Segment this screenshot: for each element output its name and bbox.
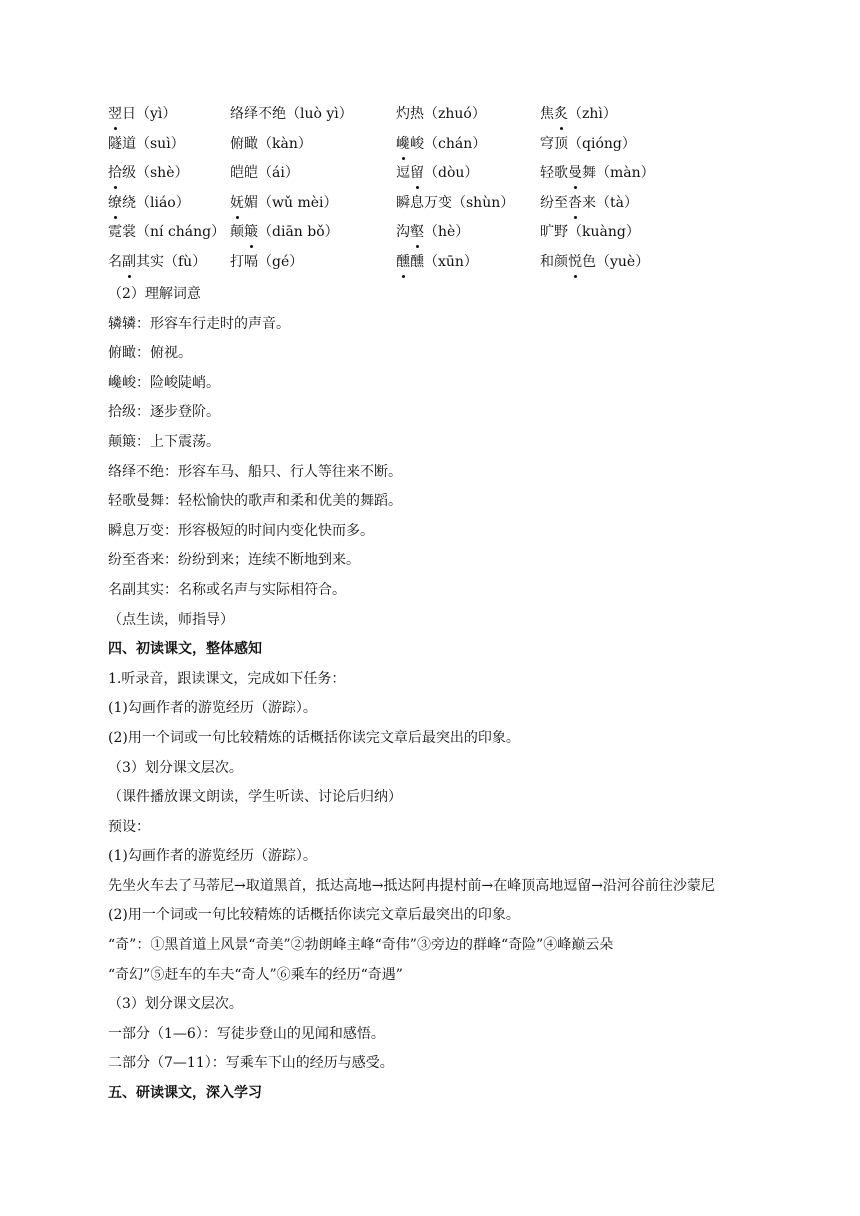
section-heading: 五、研读课文，深入学习 — [108, 1085, 262, 1102]
text-line: 一部分（1—6）：写徒步登山的见闻和感悟。 — [108, 1025, 385, 1042]
vocab-entry — [108, 219, 225, 245]
text-line: 络绎不绝：形容车马、船只、行人等往来不断。 — [108, 463, 402, 480]
vocab-text: 日（yì） — [122, 106, 177, 122]
text-line: 巉峻：险峻陡峭。 — [108, 374, 220, 391]
text-line: 名副其实：名称或名声与实际相符合。 — [108, 581, 346, 598]
text-line: 轻歌曼舞：轻松愉快的歌声和柔和优美的舞蹈。 — [108, 493, 402, 510]
vocab-text: 穹顶（qióng） — [540, 135, 636, 152]
vocab-entry — [540, 219, 640, 245]
vocab-entry — [230, 101, 353, 127]
vocab-text: 焦 — [540, 106, 554, 122]
vocab-entry — [108, 190, 190, 216]
vocab-text: （hè） — [424, 224, 470, 241]
emphasis-dot-char: 缭 — [108, 190, 122, 216]
vocab-entry — [230, 160, 299, 186]
text-line: “奇幻”⑤赶车的车夫“奇人”⑥乘车的经历“奇遇” — [108, 966, 403, 983]
vocab-row — [108, 190, 808, 220]
text-line: 1.听录音，跟读课文，完成如下任务： — [108, 670, 346, 687]
emphasis-dot-char: 妩 — [230, 190, 244, 216]
emphasis-dot-char: 留 — [410, 160, 424, 186]
text-line: 预设： — [108, 818, 150, 835]
vocab-text: 绕（liáo） — [122, 194, 190, 211]
text-line: (1)勾画作者的游览经历（游踪）。 — [108, 700, 317, 717]
vocab-text: 其实（fù） — [136, 253, 207, 270]
text-line: 先坐火车去了马蒂尼→取道黑首，抵达高地→抵达阿冉提村前→在峰顶高地逗留→沿河谷前往沙蒙尼 — [108, 877, 715, 894]
vocab-text: 媚（wǔ mèi） — [244, 194, 338, 211]
text-line: (2)用一个词或一句比较精炼的话概括你读完文章后最突出的印象。 — [108, 729, 520, 746]
vocab-text: 和颜 — [540, 253, 568, 270]
text-line: （2）理解词意 — [108, 286, 201, 302]
vocab-entry — [396, 249, 478, 275]
emphasis-dot-char: 沓 — [568, 190, 582, 216]
vocab-text: 轻歌 — [540, 165, 568, 182]
vocab-entry — [230, 131, 312, 157]
vocab-text: （dòu） — [424, 165, 479, 182]
vocab-row — [108, 249, 808, 279]
vocab-entry — [230, 249, 303, 275]
vocab-text: 瞬息万变（shùn） — [396, 194, 515, 211]
text-line: （3）划分课文层次。 — [108, 759, 243, 776]
vocab-entry — [540, 131, 636, 157]
vocab-text: 峻（chán） — [410, 135, 487, 152]
vocab-entry — [108, 249, 206, 275]
text-line: （点生读，师指导） — [108, 611, 234, 628]
emphasis-dot-char: 拾 — [108, 160, 122, 186]
vocab-text: 络绎不绝（luò yì） — [230, 106, 353, 122]
emphasis-dot-char: 巉 — [396, 131, 410, 157]
vocab-entry — [108, 131, 185, 157]
emphasis-dot-char: 醺 — [396, 249, 410, 275]
vocab-text: 醺（xūn） — [410, 253, 478, 270]
emphasis-dot-char: 曼 — [568, 160, 582, 186]
vocab-entry — [540, 160, 655, 186]
vocab-text: 逗 — [396, 165, 410, 182]
vocab-text: 隧道（suì） — [108, 135, 185, 152]
text-line: (2)用一个词或一句比较精炼的话概括你读完文章后最突出的印象。 — [108, 907, 520, 924]
text-line: （3）划分课文层次。 — [108, 996, 243, 1013]
text-line: 纷至沓来：纷纷到来；连续不断地到来。 — [108, 552, 360, 569]
text-line: 俯瞰：俯视。 — [108, 345, 192, 362]
vocab-text: （zhì） — [568, 106, 617, 122]
text-line: 拾级：逐步登阶。 — [108, 404, 220, 421]
vocab-text: 来（tà） — [582, 194, 638, 211]
vocab-text: 灼热（zhuó） — [396, 106, 486, 122]
vocab-entry — [230, 219, 339, 245]
vocab-entry — [108, 160, 189, 186]
vocab-text: 旷野（kuàng） — [540, 224, 640, 241]
vocab-text: 舞（màn） — [582, 165, 655, 182]
vocab-entry — [396, 131, 486, 157]
vocab-entry — [396, 190, 514, 216]
emphasis-dot-char: 悦 — [568, 249, 582, 275]
text-line: 辚辚：形容车行走时的声音。 — [108, 315, 290, 332]
vocab-text: 纷至 — [540, 194, 568, 211]
vocab-text: 沟 — [396, 224, 410, 241]
emphasis-dot-char: 炙 — [554, 101, 568, 127]
vocab-text: 皑皑（ái） — [230, 165, 299, 182]
vocab-text: 色（yuè） — [582, 253, 650, 270]
text-line: （课件播放课文朗读，学生听读、讨论后归纳） — [108, 789, 402, 806]
section-heading: 四、初读课文，整体感知 — [108, 641, 262, 658]
vocab-text: 名 — [108, 253, 122, 270]
vocab-text: 霓裳（ní cháng） — [108, 224, 226, 241]
vocab-text: 级（shè） — [122, 165, 189, 182]
vocab-entry — [230, 190, 338, 216]
emphasis-dot-char: 簸 — [244, 219, 258, 245]
emphasis-dot-char: 壑 — [410, 219, 424, 245]
vocab-text: 俯瞰（kàn） — [230, 135, 312, 152]
emphasis-dot-char: 副 — [122, 249, 136, 275]
vocab-entry — [396, 160, 478, 186]
text-line: 瞬息万变：形容极短的时间内变化快而多。 — [108, 522, 374, 539]
vocab-entry — [108, 101, 176, 127]
vocab-entry — [540, 190, 638, 216]
vocab-row — [108, 131, 808, 161]
vocab-entry — [540, 101, 617, 127]
vocab-entry — [396, 101, 486, 127]
emphasis-dot-char: 翌 — [108, 101, 122, 127]
vocab-entry — [396, 219, 469, 245]
text-line: 二部分（7—11）：写乘车下山的经历与感受。 — [108, 1055, 394, 1072]
vocab-row — [108, 160, 808, 190]
vocab-row — [108, 219, 808, 249]
vocabulary-pinyin-table — [108, 101, 808, 279]
document-body — [108, 280, 788, 1109]
vocab-entry — [540, 249, 649, 275]
text-line: “奇”：①黑首道上风景“奇美”②勃朗峰主峰“奇伟”③旁边的群峰“奇险”④峰巅云朵 — [108, 937, 614, 954]
vocab-text: 打嗝（gé） — [230, 253, 304, 270]
text-line: 颠簸：上下震荡。 — [108, 433, 220, 450]
vocab-text: （diān bǒ） — [258, 224, 339, 241]
text-line: (1)勾画作者的游览经历（游踪）。 — [108, 848, 317, 865]
vocab-row — [108, 101, 808, 131]
vocab-text: 颠 — [230, 224, 244, 241]
